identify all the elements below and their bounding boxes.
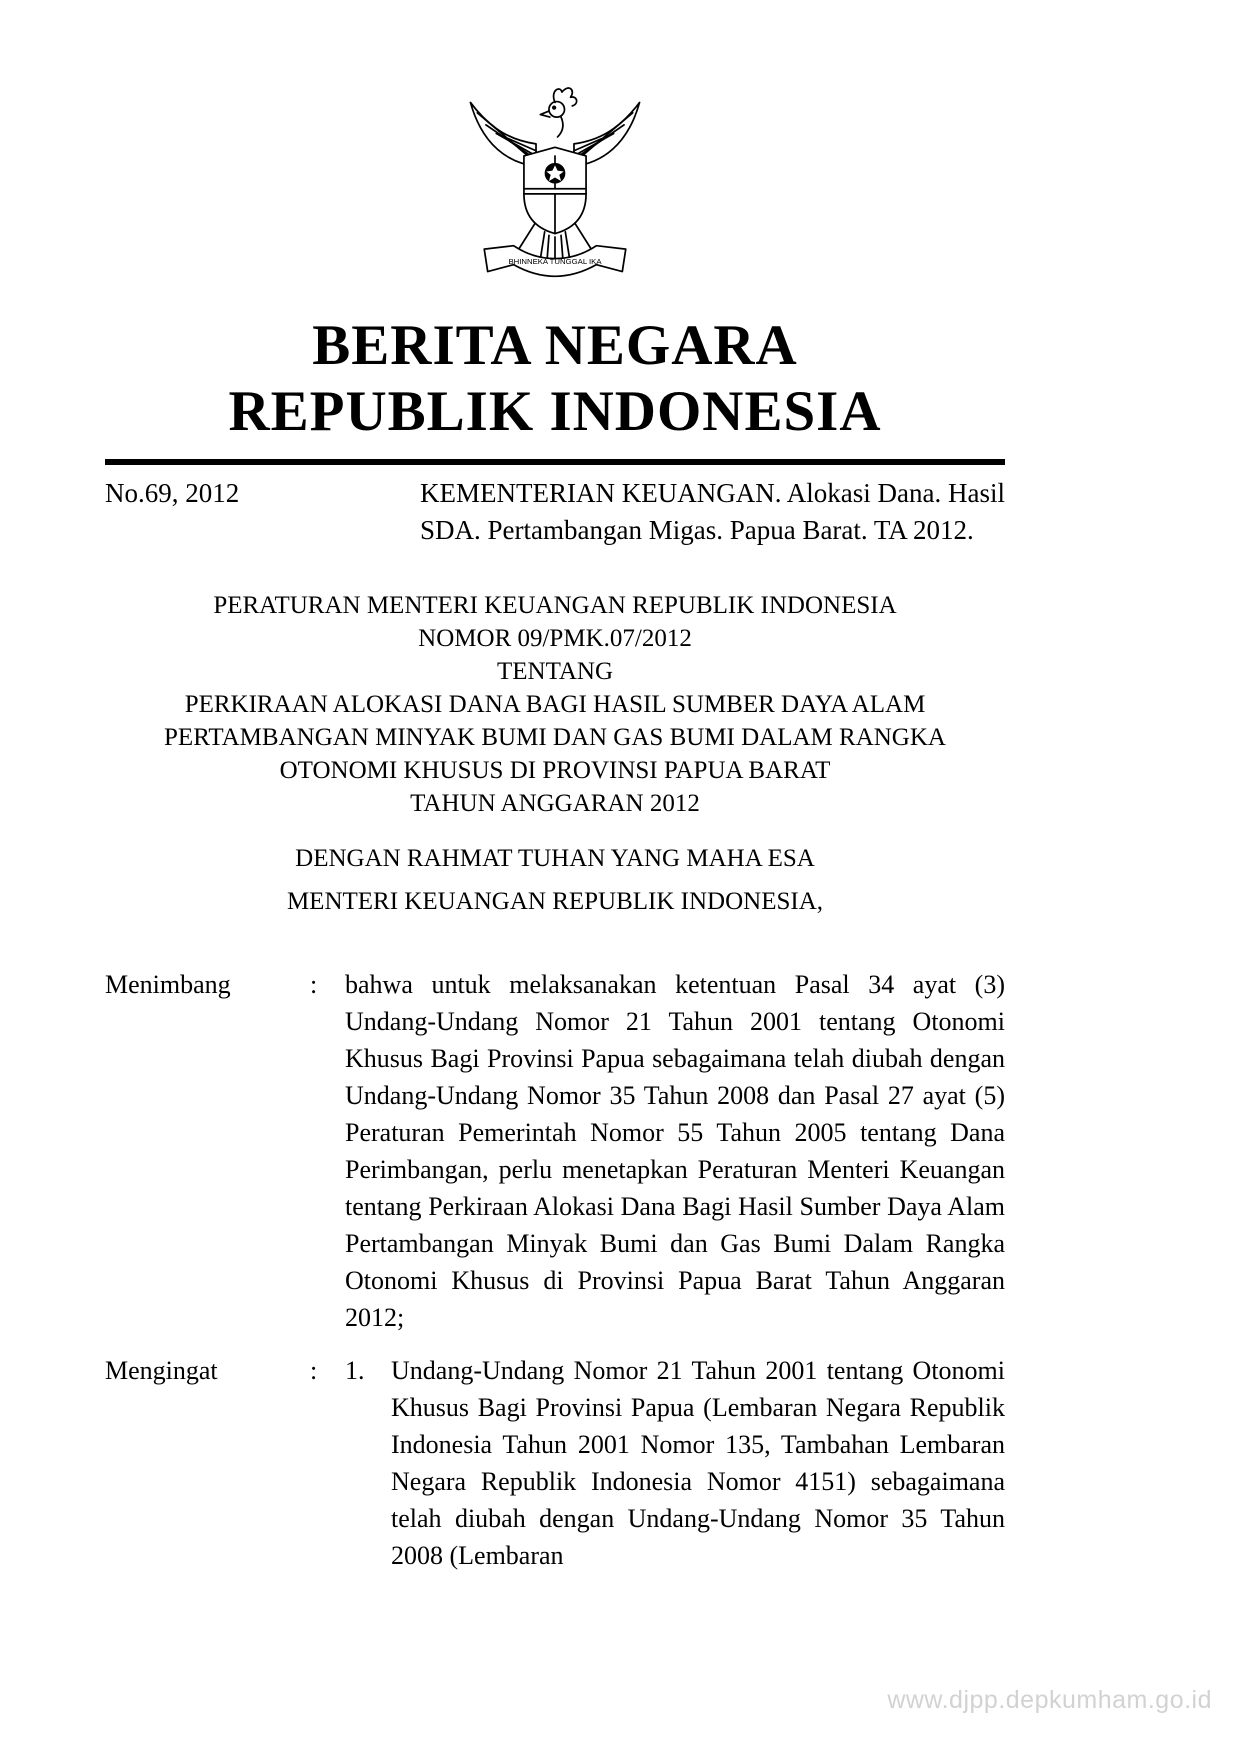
legal-basis-item-text: Undang-Undang Nomor 21 Tahun 2001 tentang Otonomi Khusus Bagi Provinsi Papua (Lembaran Negara Republik Indonesia Tahun 2001 Nomor 135, Tambahan Lembaran Negara Republik Indonesia Nomor 4151) sebagaimana telah diubah dengan Undang-Undang Nomor 35 Tahun 2008 (Lembaran xyxy=(391,1356,1005,1570)
mengingat-colon: : xyxy=(310,1356,318,1385)
menimbang-colon: : xyxy=(310,970,318,999)
heading-line-6: OTONOMI KHUSUS DI PROVINSI PAPUA BARAT xyxy=(279,757,831,784)
heading-line-4: PERKIRAAN ALOKASI DANA BAGI HASIL SUMBER DAYA ALAM xyxy=(184,691,926,718)
mengingat-label: Mengingat xyxy=(105,1356,218,1385)
issue-number: No.69, 2012 xyxy=(105,478,240,508)
heading-line-1: PERATURAN MENTERI KEUANGAN REPUBLIK INDONESIA xyxy=(213,592,897,619)
issue-row xyxy=(105,475,1005,549)
heading-line-2: NOMOR 09/PMK.07/2012 xyxy=(418,625,692,652)
watermark-url: www.djpp.depkumham.go.id xyxy=(887,1686,1212,1714)
masthead-divider xyxy=(105,459,1005,465)
menimbang-label: Menimbang xyxy=(105,970,231,999)
invocation-line: DENGAN RAHMAT TUHAN YANG MAHA ESA xyxy=(295,845,815,872)
menimbang-text: bahwa untuk melaksanakan ketentuan Pasal 34 ayat (3) Undang-Undang Nomor 21 Tahun 2001 tentang Otonomi Khusus Bagi Provinsi Papua sebagaimana telah diubah dengan Undang-Undang Nomor 35 Tahun 2008 dan Pasal 27 ayat (5) Peraturan Pemerintah Nomor 55 Tahun 2005 tentang Dana Perimbangan, perlu menetapkan Peraturan Menteri Keuangan tentang Perkiraan Alokasi Dana Bagi Hasil Sumber Daya Alam Pertambangan Minyak Bumi dan Gas Bumi Dalam Rangka Otonomi Khusus di Provinsi Papua Barat Tahun Anggaran 2012; xyxy=(345,970,1005,1332)
subject-abstract: KEMENTERIAN KEUANGAN. Alokasi Dana. Hasil SDA. Pertambangan Migas. Papua Barat. TA 2012. xyxy=(420,478,1005,545)
heading-line-5: PERTAMBANGAN MINYAK BUMI DAN GAS BUMI DALAM RANGKA xyxy=(164,724,946,751)
authority-line: MENTERI KEUANGAN REPUBLIK INDONESIA, xyxy=(286,888,824,915)
garuda-pancasila-icon xyxy=(460,80,650,294)
emblem-motto: BHINNEKA TUNGGAL IKA xyxy=(508,256,602,266)
section-mengingat xyxy=(105,1352,1005,1574)
masthead-title-line2: REPUBLIK INDONESIA xyxy=(228,380,882,443)
legal-basis-item xyxy=(345,1352,1005,1574)
legal-basis-item-number: 1. xyxy=(345,1356,365,1385)
masthead-title-line1: BERITA NEGARA xyxy=(312,314,798,377)
regulation-heading xyxy=(105,589,1005,820)
masthead-title xyxy=(105,313,1005,445)
garuda-pancasila-emblem xyxy=(460,80,650,299)
heading-line-7: TAHUN ANGGARAN 2012 xyxy=(410,790,700,817)
heading-line-3: TENTANG xyxy=(496,658,614,685)
section-menimbang xyxy=(105,966,1005,1336)
